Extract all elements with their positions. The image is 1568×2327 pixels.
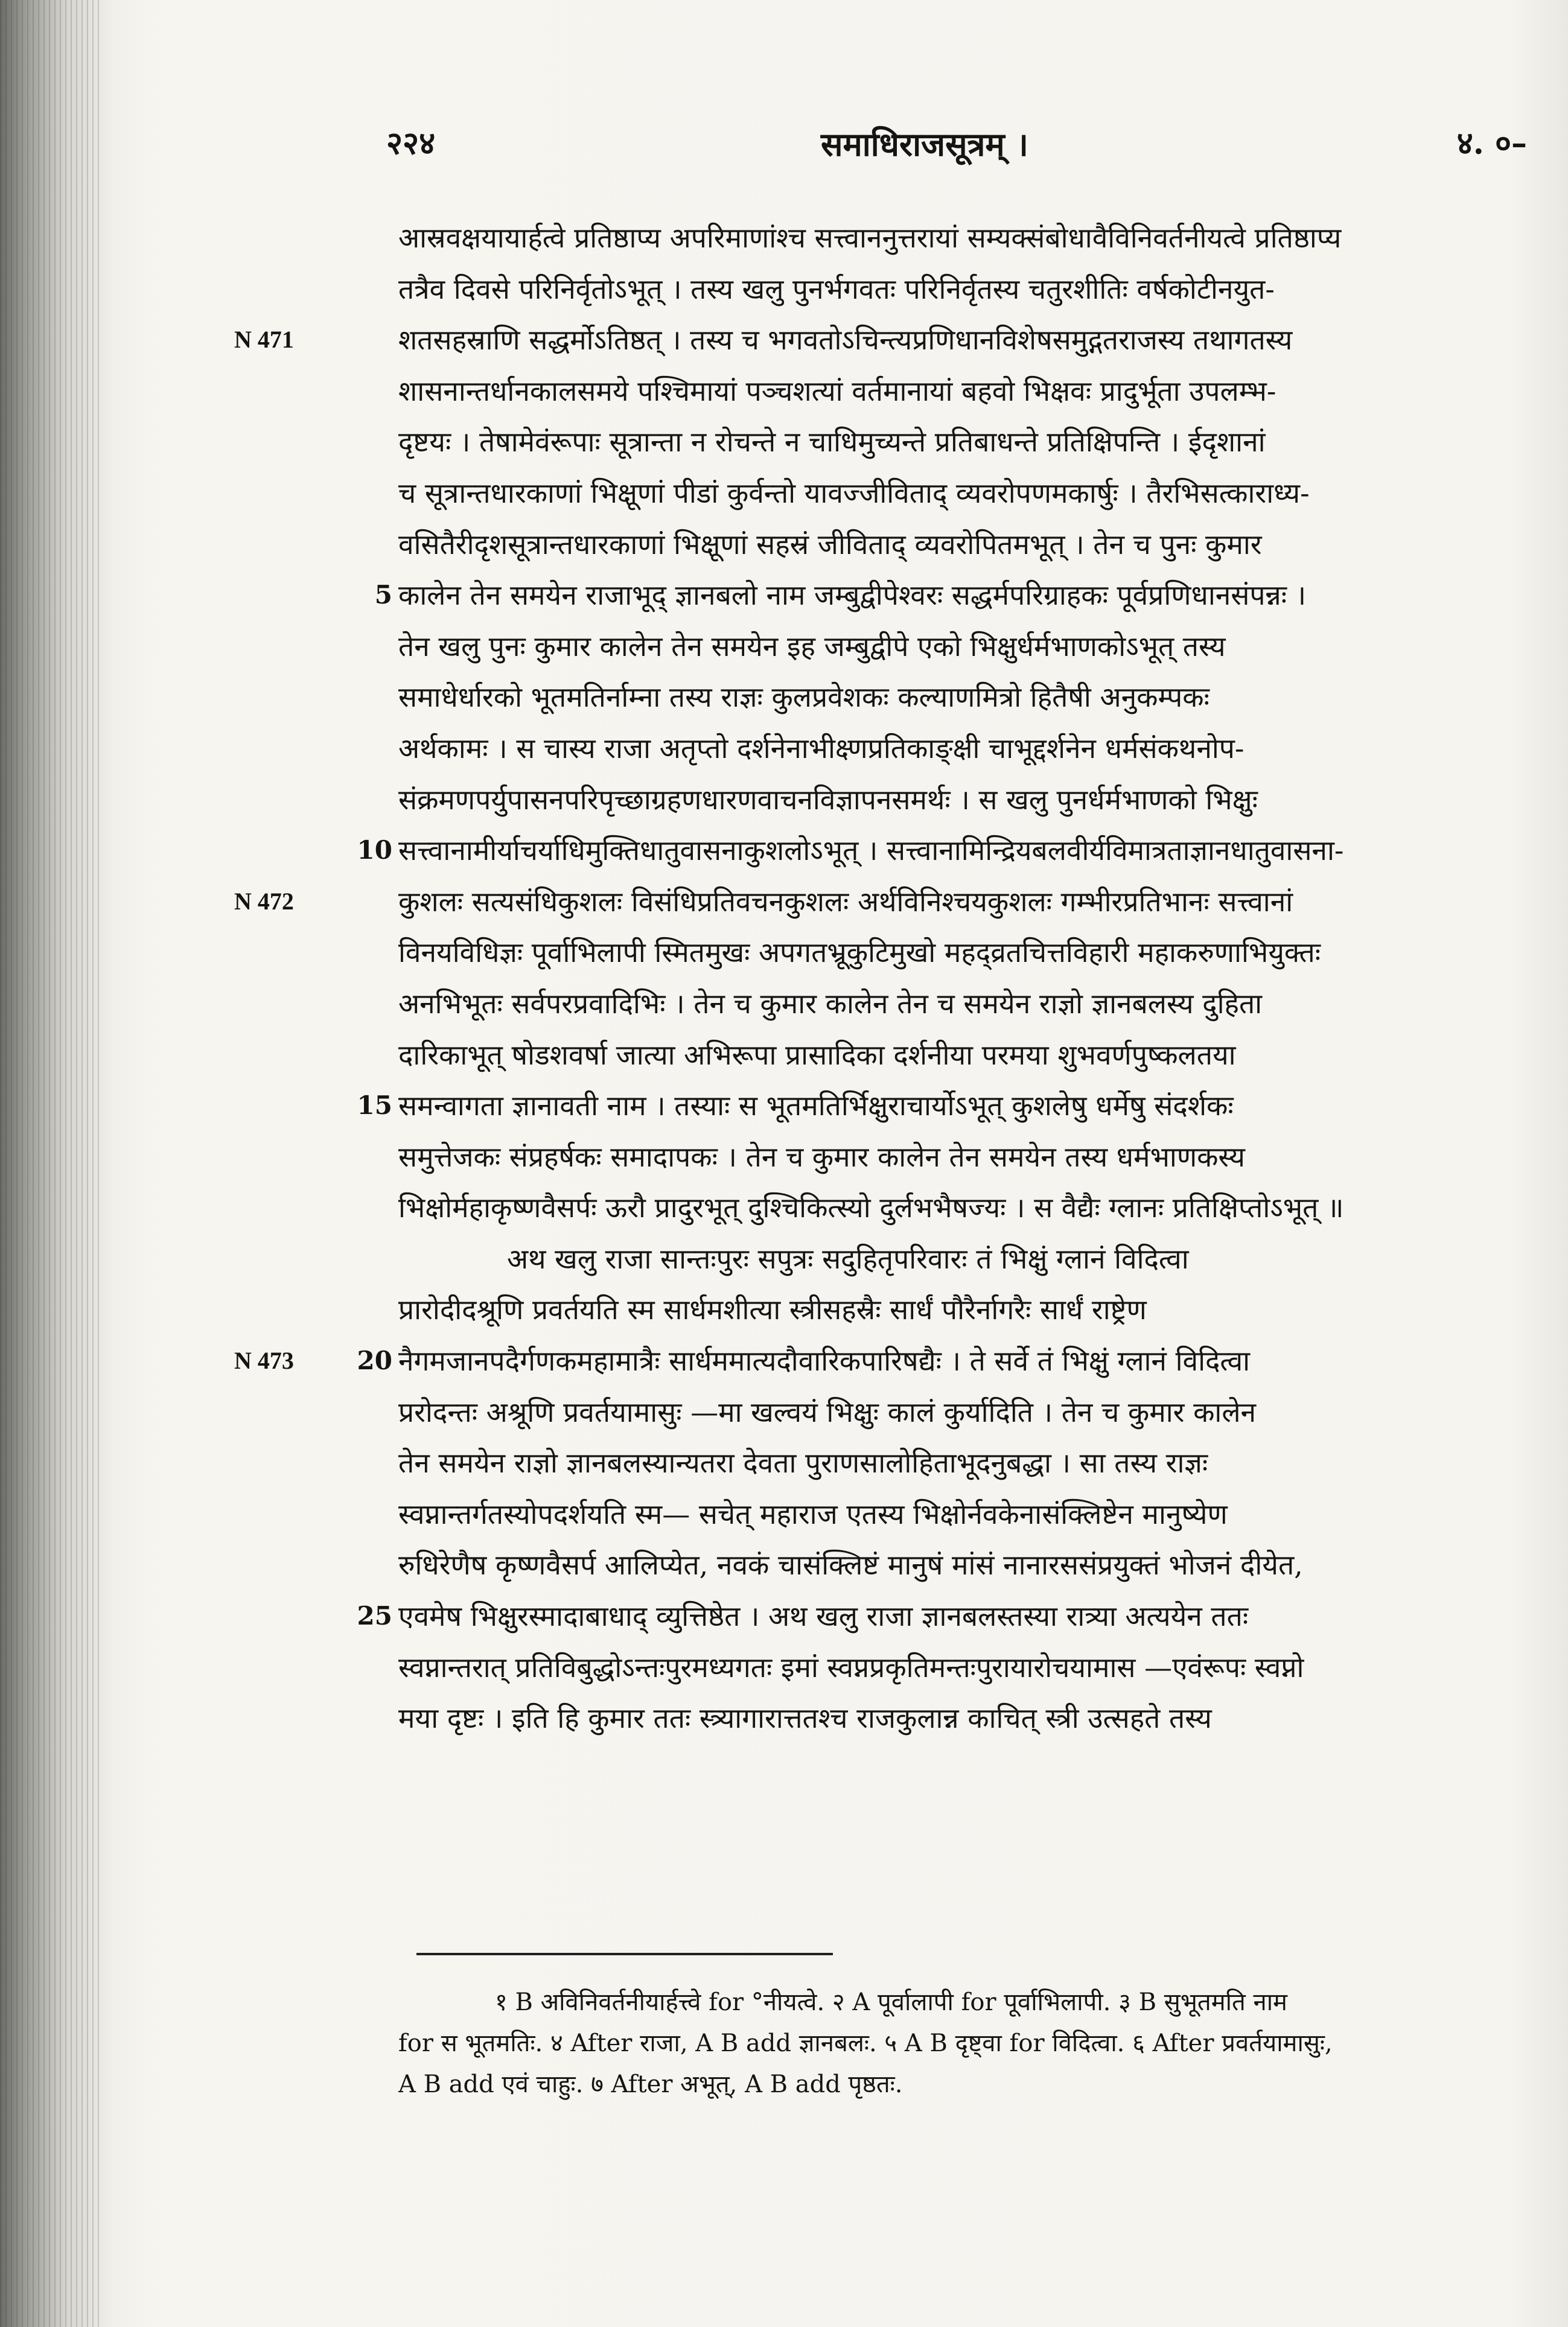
text-line — [0, 1591, 1568, 1642]
main-text — [0, 212, 1568, 1744]
margin-ref: N 471 — [234, 326, 294, 354]
text-line — [0, 978, 1568, 1030]
line-text: स्वप्नान्तर्गतस्योपदर्शयति स्म— सचेत् महाराज एतस्य भिक्षोर्नवकेनासंक्लिष्टेन मानुष्येण — [398, 1497, 1228, 1530]
line-text: एवमेष भिक्षुरस्मादाबाधाद् व्युत्तिष्ठेत । अथ खलु राजा ज्ञानबलस्तस्या रात्र्या अत्ययेन ततः — [398, 1600, 1249, 1633]
line-text: अर्थकामः । स चास्य राजा अतृप्तो दर्शनेनाभीक्ष्णप्रतिकाङ्क्षी चाभूद्दर्शनेन धर्मसंकथनोप- — [398, 731, 1245, 765]
footnote-line: १ B अविनिवर्तनीयार्हत्त्वे for °नीयत्वे. २ A पूर्वालापी for पूर्वाभिलापी. ३ B सुभूतमति नाम — [495, 1988, 1287, 2016]
line-text: सत्त्वानामीर्याचर्याधिमुक्तिधातुवासनाकुशलोऽभूत् । सत्त्वानामिन्द्रियबलवीर्यविमात्रताज्ञानधातुवासना- — [398, 834, 1344, 867]
line-number: 5 — [374, 580, 392, 610]
text-line — [0, 314, 1568, 366]
line-text: शासनान्तर्धानकालसमये पश्चिमायां पञ्चशत्यां वर्तमानायां बहवो भिक्षवः प्रादुर्भूता उपलम्भ- — [398, 374, 1276, 407]
line-text: समाधेर्धारको भूतमतिर्नाम्ना तस्य राज्ञः कुलप्रवेशकः कल्याणमित्रो हितैषी अनुकम्पकः — [398, 681, 1209, 714]
text-line — [0, 1335, 1568, 1387]
line-text: तेन समयेन राज्ञो ज्ञानबलस्यान्यतरा देवता पुराणसालोहिताभूदनुबद्धा । सा तस्य राज्ञः — [398, 1447, 1208, 1480]
line-text: शतसहस्राणि सद्धर्मोऽतिष्ठत् । तस्य च भगवतोऽचिन्त्यप्रणिधानविशेषसमुद्गतराजस्य तथागतस्य — [398, 323, 1293, 357]
text-line — [0, 876, 1568, 928]
section-reference: ४. ०– — [1456, 125, 1527, 162]
text-line — [0, 212, 1568, 264]
line-text: च सूत्रान्तधारकाणां भिक्षूणां पीडां कुर्वन्तो यावज्जीविताद् व्यवरोपणमकार्षुः । तैरभिसत्काराध्य- — [398, 476, 1310, 509]
line-text: भिक्षोर्महाकृष्णवैसर्पः ऊरौ प्रादुरभूत् दुश्चिकित्स्यो दुर्लभभैषज्यः । स वैद्यैः ग्लानः प्रतिक्षिप्तोऽभूत् ॥ — [398, 1191, 1344, 1224]
line-text: आस्रवक्षयायार्हत्वे प्रतिष्ठाप्य अपरिमाणांश्च सत्त्वाननुत्तरायां सम्यक्संबोधावैविनिवर्तनीयत्वे प्रतिष्ठाप्य — [398, 221, 1342, 254]
text-line — [0, 723, 1568, 774]
line-number: 10 — [357, 835, 392, 865]
line-text: विनयविधिज्ञः पूर्वाभिलापी स्मितमुखः अपगतभ्रूकुटिमुखो महद्व्रतचित्तविहारी महाकरुणाभियुक्तः — [398, 936, 1321, 969]
line-number: 25 — [357, 1601, 392, 1631]
text-line — [0, 672, 1568, 723]
page-header — [386, 121, 1527, 169]
line-text: कुशलः सत्यसंधिकुशलः विसंधिप्रतिवचनकुशलः अर्थविनिश्चयकुशलः गम्भीरप्रतिभानः सत्त्वानां — [398, 885, 1293, 918]
text-line — [0, 1080, 1568, 1132]
margin-ref: N 472 — [234, 887, 294, 915]
text-line — [0, 1030, 1568, 1081]
line-text: नैगमजानपदैर्गणकमहामात्रैः सार्धममात्यदौवारिकपारिषद्यैः । ते सर्वे तं भिक्षुं ग्लानं विदित्वा — [398, 1345, 1251, 1378]
line-text: कालेन तेन समयेन राजाभूद् ज्ञानबलो नाम जम्बुद्वीपेश्वरः सद्धर्मपरिग्राहकः पूर्वप्रणिधानसंपन्नः । — [398, 579, 1307, 612]
line-number: 20 — [357, 1346, 392, 1376]
text-line — [0, 366, 1568, 417]
text-line — [0, 1182, 1568, 1234]
line-text: स्वप्नान्तरात् प्रतिविबुद्धोऽन्तःपुरमध्यगतः इमां स्वप्नप्रकृतिमन्तःपुरायारोचयामास —एवंरूपः स्वप्नो — [398, 1651, 1304, 1684]
text-line — [0, 1539, 1568, 1591]
line-text: अथ खलु राजा सान्तःपुरः सपुत्रः सदुहितृपरिवारः तं भिक्षुं ग्लानं विदित्वा — [507, 1242, 1189, 1275]
page-title: समाधिराजसूत्रम् । — [821, 125, 1028, 164]
text-line — [0, 570, 1568, 621]
text-line — [0, 1387, 1568, 1438]
line-text: प्ररोदन्तः अश्रूणि प्रवर्तयामासुः —मा खल्वयं भिक्षुः कालं कुर्यादिति । तेन च कुमार कालेन — [398, 1395, 1257, 1428]
text-line — [0, 621, 1568, 672]
line-text: मया दृष्टः । इति हि कुमार ततः स्त्र्यागारात्ततश्च राजकुलान्न काचित् स्त्री उत्सहते तस्य — [398, 1702, 1212, 1735]
text-line — [0, 1234, 1568, 1285]
text-line — [0, 825, 1568, 876]
line-text: संक्रमणपर्युपासनपरिपृच्छाग्रहणधारणवाचनविज्ञापनसमर्थः । स खलु पुनर्धर्मभाणको भिक्षुः — [398, 783, 1258, 816]
line-text: समन्वागता ज्ञानावती नाम । तस्याः स भूतमतिर्भिक्षुराचार्योऽभूत् कुशलेषु धर्मेषु संदर्शकः — [398, 1089, 1234, 1122]
line-text: दृष्टयः । तेषामेवंरूपाः सूत्रान्ता न रोचन्ते न चाधिमुच्यन्ते प्रतिबाधन्ते प्रतिक्षिपन्ति । ईदृशानां — [398, 425, 1266, 459]
text-line — [0, 519, 1568, 570]
margin-ref: N 473 — [234, 1347, 294, 1375]
footnote-line: A B add एवं चाहुः. ७ After अभूत्, A B add पृष्ठतः. — [398, 2071, 903, 2098]
text-line — [0, 927, 1568, 978]
line-text: तेन खलु पुनः कुमार कालेन तेन समयेन इह जम्बुद्वीपे एको भिक्षुर्धर्मभाणकोऽभूत् तस्य — [398, 629, 1226, 663]
footnote-divider — [416, 1953, 833, 1955]
text-line — [0, 774, 1568, 826]
line-text: रुधिरेणैष कृष्णवैसर्प आलिप्येत, नवकं चासंक्लिष्टं मानुषं मांसं नानारससंप्रयुक्तं भोजनं दीयेत, — [398, 1549, 1303, 1582]
page-number: २२४ — [386, 125, 436, 162]
line-text: अनभिभूतः सर्वपरप्रवादिभिः । तेन च कुमार कालेन तेन च समयेन राज्ञो ज्ञानबलस्य दुहिता — [398, 987, 1263, 1020]
text-line — [0, 416, 1568, 468]
footnote-line: for स भूतमतिः. ४ After राजा, A B add ज्ञानबलः. ५ A B दृष्ट्वा for विदित्वा. ६ After प्रवर्तयामासुः, — [398, 2029, 1333, 2057]
line-text: दारिकाभूत् षोडशवर्षा जात्या अभिरूपा प्रासादिका दर्शनीया परमया शुभवर्णपुष्कलतया — [398, 1038, 1236, 1071]
text-line — [0, 1489, 1568, 1540]
line-text: वसितैरीदृशसूत्रान्तधारकाणां भिक्षूणां सहस्रं जीविताद् व्यवरोपितमभूत् । तेन च पुनः कुमार — [398, 527, 1262, 561]
line-text: तत्रैव दिवसे परिनिर्वृतोऽभूत् । तस्य खलु पुनर्भगवतः परिनिर्वृतस्य चतुरशीतिः वर्षकोटीनयुत- — [398, 272, 1275, 305]
text-line — [0, 1132, 1568, 1183]
text-line — [0, 1693, 1568, 1744]
line-number: 15 — [357, 1090, 392, 1121]
text-line — [0, 1284, 1568, 1335]
text-line — [0, 264, 1568, 315]
footnotes — [398, 1982, 1563, 2105]
text-line — [0, 1642, 1568, 1693]
line-text: प्रारोदीदश्रूणि प्रवर्तयति स्म सार्धमशीत्या स्त्रीसहस्रैः सार्धं पौरैर्नागरैः सार्धं राष्ट्रेण — [398, 1293, 1147, 1326]
line-text: समुत्तेजकः संप्रहर्षकः समादापकः । तेन च कुमार कालेन तेन समयेन तस्य धर्मभाणकस्य — [398, 1140, 1245, 1173]
text-line — [0, 1437, 1568, 1489]
text-line — [0, 468, 1568, 519]
